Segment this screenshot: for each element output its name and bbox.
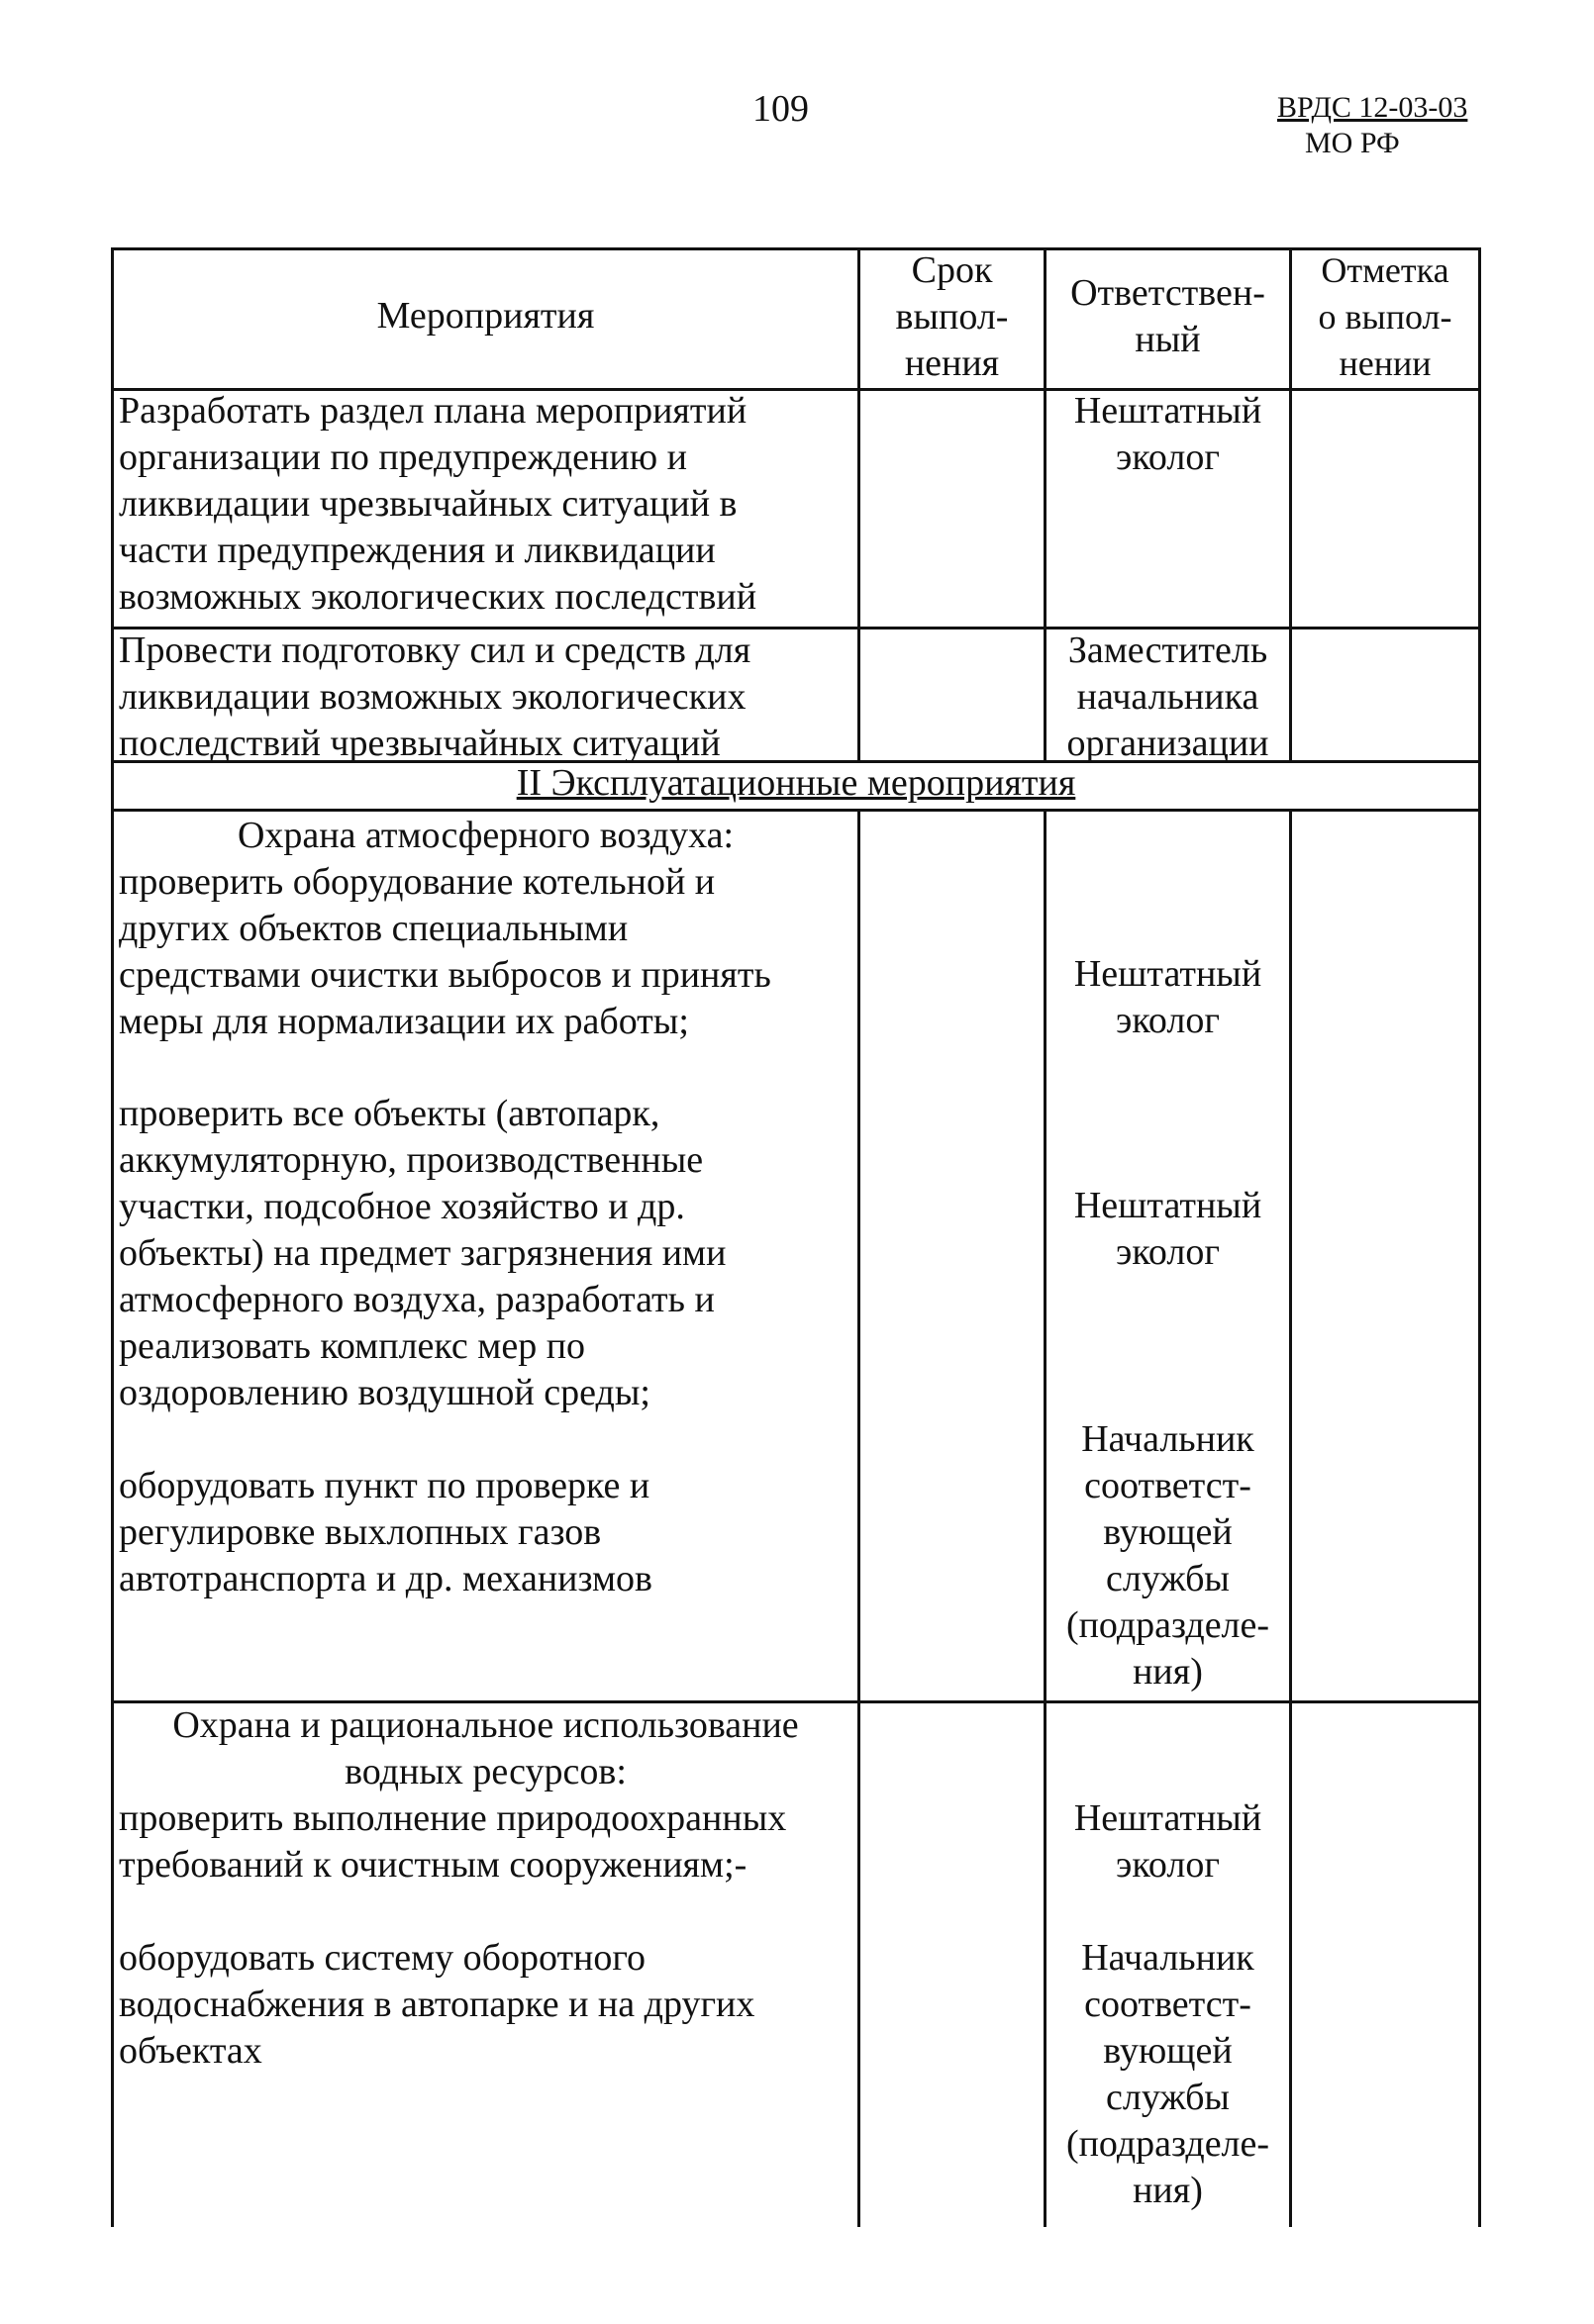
table-row-2-activity: Провести подготовку сил и средств для ликвидации возможных экологических последствий чрезвычайных ситуаций	[119, 629, 751, 764]
table-row-2-responsible: Заместитель начальника организации	[1066, 629, 1269, 764]
air-item-1-responsible: Нештатный эколог	[1073, 953, 1262, 1041]
column-header-completion-mark: Отметка о выпол- нении	[1318, 250, 1452, 383]
air-item-3: оборудовать пункт по проверке и регулировке выхлопных газов автотранспорта и др. механизмов	[119, 1465, 652, 1599]
air-item-1: проверить оборудование котельной и других объектов специальными средствами очистки выбросов и принять меры для нормализации их работы;	[119, 861, 771, 1042]
document-code: ВРДС 12-03-03	[1277, 91, 1468, 124]
page-number: 109	[752, 88, 809, 130]
table-row-1-activity: Разработать раздел плана мероприятий организации по предупреждению и ликвидации чрезвычайных ситуаций в части предупреждения и ликвидации возможных экологических последствий	[119, 390, 757, 618]
air-item-3-responsible: Начальник соответст- вующей службы (подразделе- ния)	[1065, 1418, 1270, 1693]
section-border	[111, 809, 1481, 812]
water-protection-heading: Охрана и рациональное использование водных ресурсов:	[172, 1704, 799, 1792]
water-item-2-responsible: Начальник соответст- вующей службы (подразделе- ния)	[1065, 1937, 1270, 2211]
table-row-1-responsible: Нештатный эколог	[1073, 390, 1262, 478]
air-protection-heading: Охрана атмосферного воздуха:	[237, 815, 735, 856]
water-item-2: оборудовать систему оборотного водоснабжения в автопарке и на других объектах	[119, 1937, 755, 2072]
column-header-responsible: Ответствен- ный	[1070, 272, 1265, 360]
section-title-text: II Эксплуатационные мероприятия	[516, 762, 1076, 804]
col-divider-3-bottom	[1289, 809, 1292, 2227]
document-organization: МО РФ	[1305, 127, 1400, 159]
col-divider-1-bottom	[857, 809, 860, 2227]
air-item-2-responsible: Нештатный эколог	[1073, 1185, 1262, 1273]
water-item-1: проверить выполнение природоохранных требований к очистным сооружениям;-	[119, 1797, 787, 1886]
table-border-right	[1478, 247, 1481, 2227]
air-item-2: проверить все объекты (автопарк, аккумуляторную, производственные участки, подсобное хозяйство и др. объекты) на предмет загрязнения ими атмосферного воздуха, разработать и реализовать комплекс мер по оздоровлению воздушной среды;	[119, 1093, 727, 1413]
water-item-1-responsible: Нештатный эколог	[1073, 1797, 1262, 1886]
table-border-left	[111, 247, 114, 2227]
section-title	[112, 760, 1480, 806]
column-header-deadline: Срок выпол- нения	[895, 249, 1009, 384]
table-border-top	[111, 247, 1481, 250]
column-header-activities: Мероприятия	[376, 295, 595, 337]
